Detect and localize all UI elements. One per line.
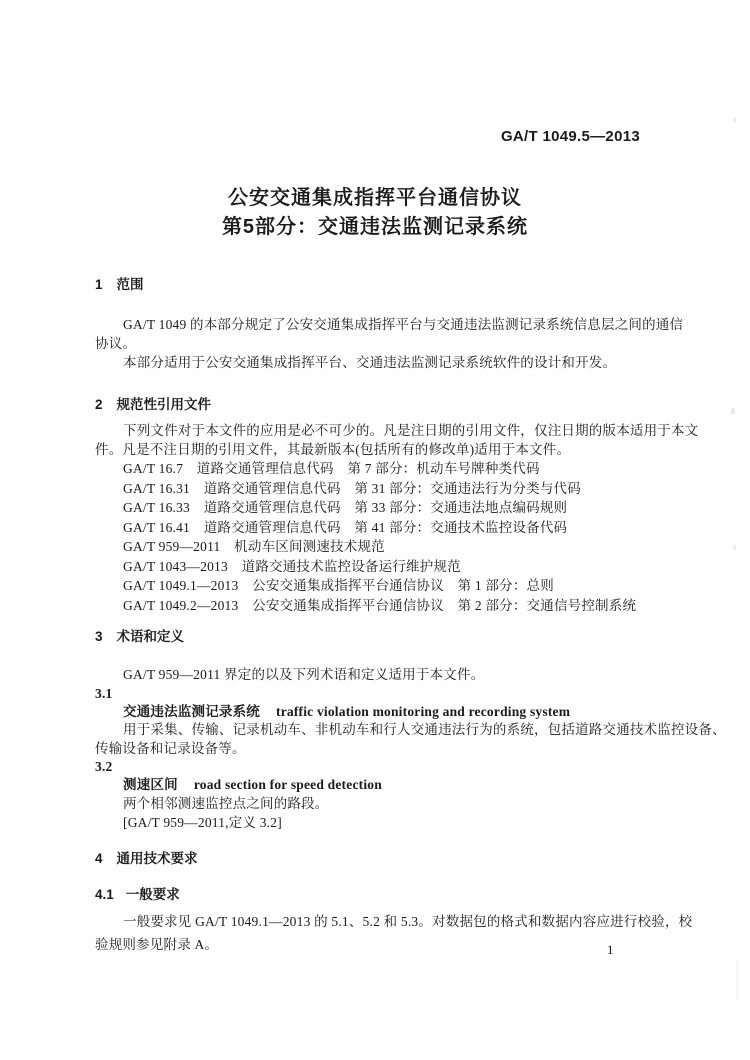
paragraph-line: 下列文件对于本文件的应用是必不可少的。凡是注日期的引用文件，仅注日期的版本适用于本文 — [123, 423, 699, 438]
term-definition-line: 用于采集、传输、记录机动车、非机动车和行人交通违法行为的系统，包括道路交通技术监控设备、 — [123, 722, 726, 737]
paragraph-line: 协议。 — [95, 336, 137, 351]
term-number: 3.1 — [95, 686, 113, 701]
section-4-title: 通用技术要求 — [116, 851, 198, 866]
scan-artifact — [731, 408, 735, 414]
term-number: 3.2 — [95, 759, 113, 774]
section-4-heading — [95, 851, 198, 868]
section-1-number: 1 — [95, 277, 103, 292]
reference-item: GA/T 959—2011 机动车区间测速技术规范 — [123, 539, 385, 554]
section-1-heading — [95, 277, 144, 294]
paragraph-line: 件。凡是不注日期的引用文件，其最新版本(包括所有的修改单)适用于本文件。 — [95, 442, 571, 457]
scan-artifact — [733, 545, 736, 550]
page-number: 1 — [607, 942, 614, 957]
paragraph-line: 本部分适用于公安交通集成指挥平台、交通违法监测记录系统软件的设计和开发。 — [123, 355, 617, 370]
terms-intro: GA/T 959—2011 界定的以及下列术语和定义适用于本文件。 — [123, 667, 485, 682]
paragraph-line: GA/T 1049 的本部分规定了公安交通集成指挥平台与交通违法监测记录系统信息层之间的通信 — [123, 317, 684, 332]
reference-item: GA/T 16.33 道路交通管理信息代码 第 33 部分：交通违法地点编码规则 — [123, 500, 568, 515]
term-entry — [123, 704, 570, 721]
page-title-line2: 第5部分：交通违法监测记录系统 — [221, 216, 529, 238]
reference-item: GA/T 1049.1—2013 公安交通集成指挥平台通信协议 第 1 部分：总则 — [123, 578, 554, 593]
section-3-heading — [95, 629, 184, 646]
term-zh: 交通违法监测记录系统 — [123, 704, 260, 719]
scan-artifact — [736, 960, 739, 1000]
section-2-title: 规范性引用文件 — [116, 397, 212, 412]
section-4-1-title: 一般要求 — [125, 887, 180, 902]
reference-item: GA/T 16.41 道路交通管理信息代码 第 41 部分：交通技术监控设备代码 — [123, 520, 568, 535]
scan-artifact — [733, 118, 736, 122]
term-definition-line: 传输设备和记录设备等。 — [95, 741, 246, 756]
reference-item: GA/T 16.7 道路交通管理信息代码 第 7 部分：机动车号牌种类代码 — [123, 461, 540, 476]
term-zh: 测速区间 — [123, 777, 178, 792]
section-1-title: 范围 — [116, 277, 144, 292]
page-title-line1: 公安交通集成指挥平台通信协议 — [228, 187, 522, 209]
paragraph-line: 验规则参见附录 A。 — [95, 937, 219, 952]
term-entry — [123, 777, 382, 794]
paragraph-line: 一般要求见 GA/T 1049.1—2013 的 5.1、5.2 和 5.3。对数据包的格式和数据内容应进行校验，校 — [123, 914, 693, 929]
section-4-1-number: 4.1 — [95, 887, 114, 902]
reference-item: GA/T 1043—2013 道路交通技术监控设备运行维护规范 — [123, 559, 461, 574]
term-source: [GA/T 959—2011,定义 3.2] — [123, 815, 282, 830]
section-2-heading — [95, 397, 211, 414]
section-2-number: 2 — [95, 397, 103, 412]
term-en: road section for speed detection — [193, 777, 382, 792]
section-4-number: 4 — [95, 851, 103, 866]
section-3-number: 3 — [95, 629, 103, 644]
reference-item: GA/T 1049.2—2013 公安交通集成指挥平台通信协议 第 2 部分：交通信号控制系统 — [123, 598, 637, 613]
section-3-title: 术语和定义 — [116, 629, 185, 644]
doc-number: GA/T 1049.5—2013 — [500, 128, 640, 145]
section-4-1-heading — [95, 887, 180, 904]
term-definition-line: 两个相邻测速监控点之间的路段。 — [123, 796, 329, 811]
term-en: traffic violation monitoring and recording system — [276, 704, 571, 719]
reference-item: GA/T 16.31 道路交通管理信息代码 第 31 部分：交通违法行为分类与代码 — [123, 481, 581, 496]
